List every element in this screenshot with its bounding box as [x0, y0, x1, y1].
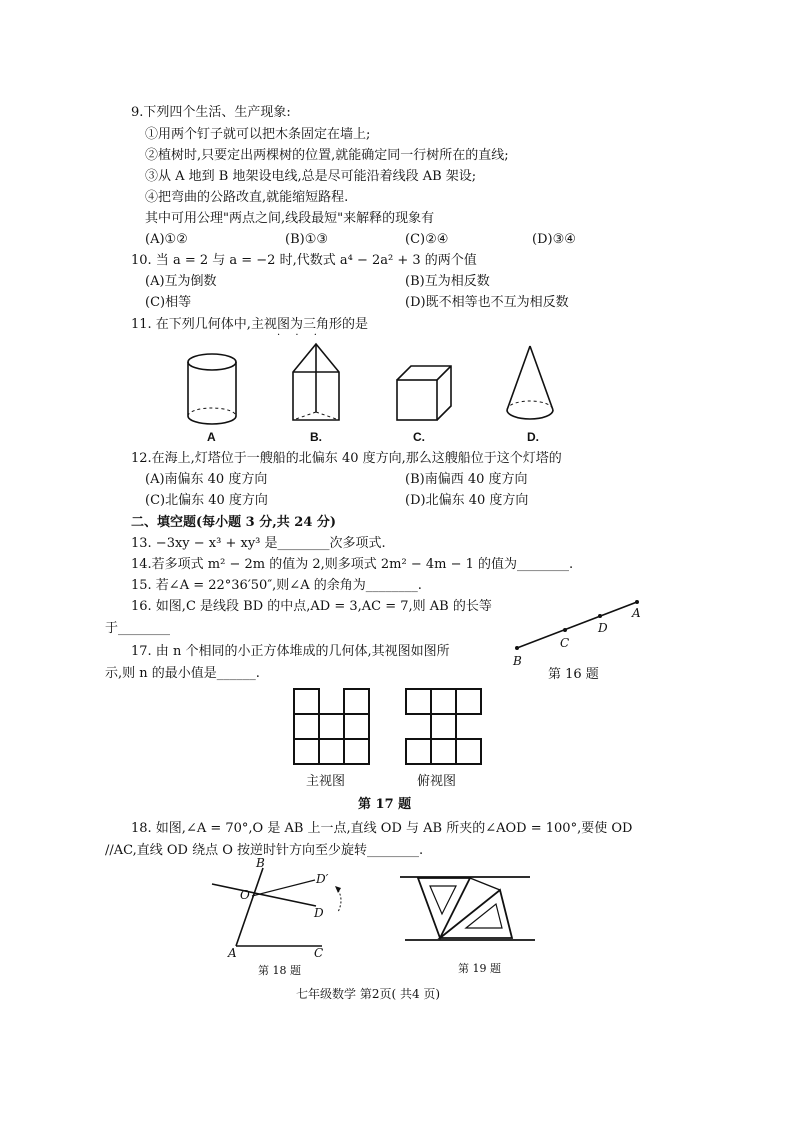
q11-label-a: A [207, 430, 216, 444]
q17-line-1: 17. 由 n 个相同的小正方体堆成的几何体,其视图如图所 [131, 644, 450, 659]
q13-text: 13. −3xy − x³ + xy³ 是________次多项式. [131, 536, 386, 551]
q9-stem: 9.下列四个生活、生产现象: [131, 105, 291, 120]
q16-point-d-label: D [598, 621, 608, 635]
q9-item-3: ③从 A 地到 B 地架设电线,总是尽可能沿着线段 AB 架设; [145, 169, 477, 184]
q10-option-a: (A)互为倒数 [145, 274, 217, 289]
q10-option-b: (B)互为相反数 [405, 274, 490, 289]
q12-option-a: (A)南偏东 40 度方向 [145, 472, 268, 487]
q9-option-d: (D)③④ [532, 232, 576, 247]
q16-point-c-label: C [560, 636, 570, 650]
q18-line-1: 18. 如图,∠A = 70°,O 是 AB 上一点,直线 OD 与 AB 所夹的∠AOD = 100°,要使 OD [131, 821, 633, 836]
q16-caption: 第 16 题 [548, 667, 599, 682]
q18-caption: 第 18 题 [258, 964, 301, 977]
q18-point-dprime-label: D′ [316, 872, 329, 886]
q10-stem: 10. 当 a = 2 与 a = −2 时,代数式 a⁴ − 2a² + 3 的两个值 [131, 253, 477, 268]
q12-option-b: (B)南偏西 40 度方向 [405, 472, 528, 487]
set-square-1-inner [430, 886, 456, 914]
q11-stem: 11. 在下列几何体中,主视图为三角形的是 [131, 317, 368, 332]
q14-text: 14.若多项式 m² − 2m 的值为 2,则多项式 2m² − 4m − 1 的值为________. [131, 557, 574, 572]
q10-option-c: (C)相等 [145, 295, 192, 310]
q18-point-a-label: A [228, 946, 237, 960]
q9-option-a: (A)①② [145, 232, 188, 247]
set-square-2-inner [466, 904, 502, 928]
q18-point-c-label: C [314, 946, 324, 960]
q9-option-c: (C)②④ [405, 232, 449, 247]
q18-point-d-label: D [314, 906, 324, 920]
q16-line-2: 于________ [105, 621, 171, 636]
q17-caption: 第 17 题 [358, 797, 412, 812]
page-footer: 七年级数学 第2页( 共4 页) [296, 987, 441, 1001]
set-square-1 [418, 878, 470, 938]
q17-line-2: 示,则 n 的最小值是______. [105, 666, 260, 681]
q9-item-1: ①用两个钉子就可以把木条固定在墙上; [145, 127, 371, 142]
q10-option-d: (D)既不相等也不互为相反数 [405, 295, 569, 310]
q18-point-o-label: O [240, 888, 250, 902]
q17-front-view-label: 主视图 [306, 773, 346, 788]
q12-option-d: (D)北偏东 40 度方向 [405, 493, 529, 508]
q15-text: 15. 若∠A = 22°36′50″,则∠A 的余角为________. [131, 578, 422, 593]
q9-option-b: (B)①③ [285, 232, 329, 247]
q12-option-c: (C)北偏东 40 度方向 [145, 493, 268, 508]
q17-top-view-label: 俯视图 [417, 773, 457, 788]
q16-line-1: 16. 如图,C 是线段 BD 的中点,AD = 3,AC = 7,则 AB 的长等 [131, 599, 492, 614]
q19-caption: 第 19 题 [458, 962, 501, 975]
q11-label-d: D. [527, 430, 539, 444]
q18-point-b-label: B [256, 856, 265, 870]
q11-label-b: B. [310, 430, 322, 444]
q9-item-4: ④把弯曲的公路改直,就能缩短路程. [145, 190, 349, 205]
q16-point-b-label: B [513, 654, 522, 668]
q12-stem: 12.在海上,灯塔位于一艘船的北偏东 40 度方向,那么这艘船位于这个灯塔的 [131, 451, 562, 466]
q16-point-a-label: A [632, 606, 641, 620]
q11-label-c: C. [413, 430, 425, 444]
q18-line-2: //AC,直线 OD 绕点 O 按逆时针方向至少旋转________. [105, 843, 424, 858]
section-heading: 二、填空题(每小题 3 分,共 24 分) [131, 515, 337, 530]
q9-item-2: ②植树时,只要定出两棵树的位置,就能确定同一行树所在的直线; [145, 148, 509, 163]
q11-emphasis-dots: · · · [277, 330, 323, 341]
q9-question: 其中可用公理"两点之间,线段最短"来解释的现象有 [145, 211, 435, 226]
